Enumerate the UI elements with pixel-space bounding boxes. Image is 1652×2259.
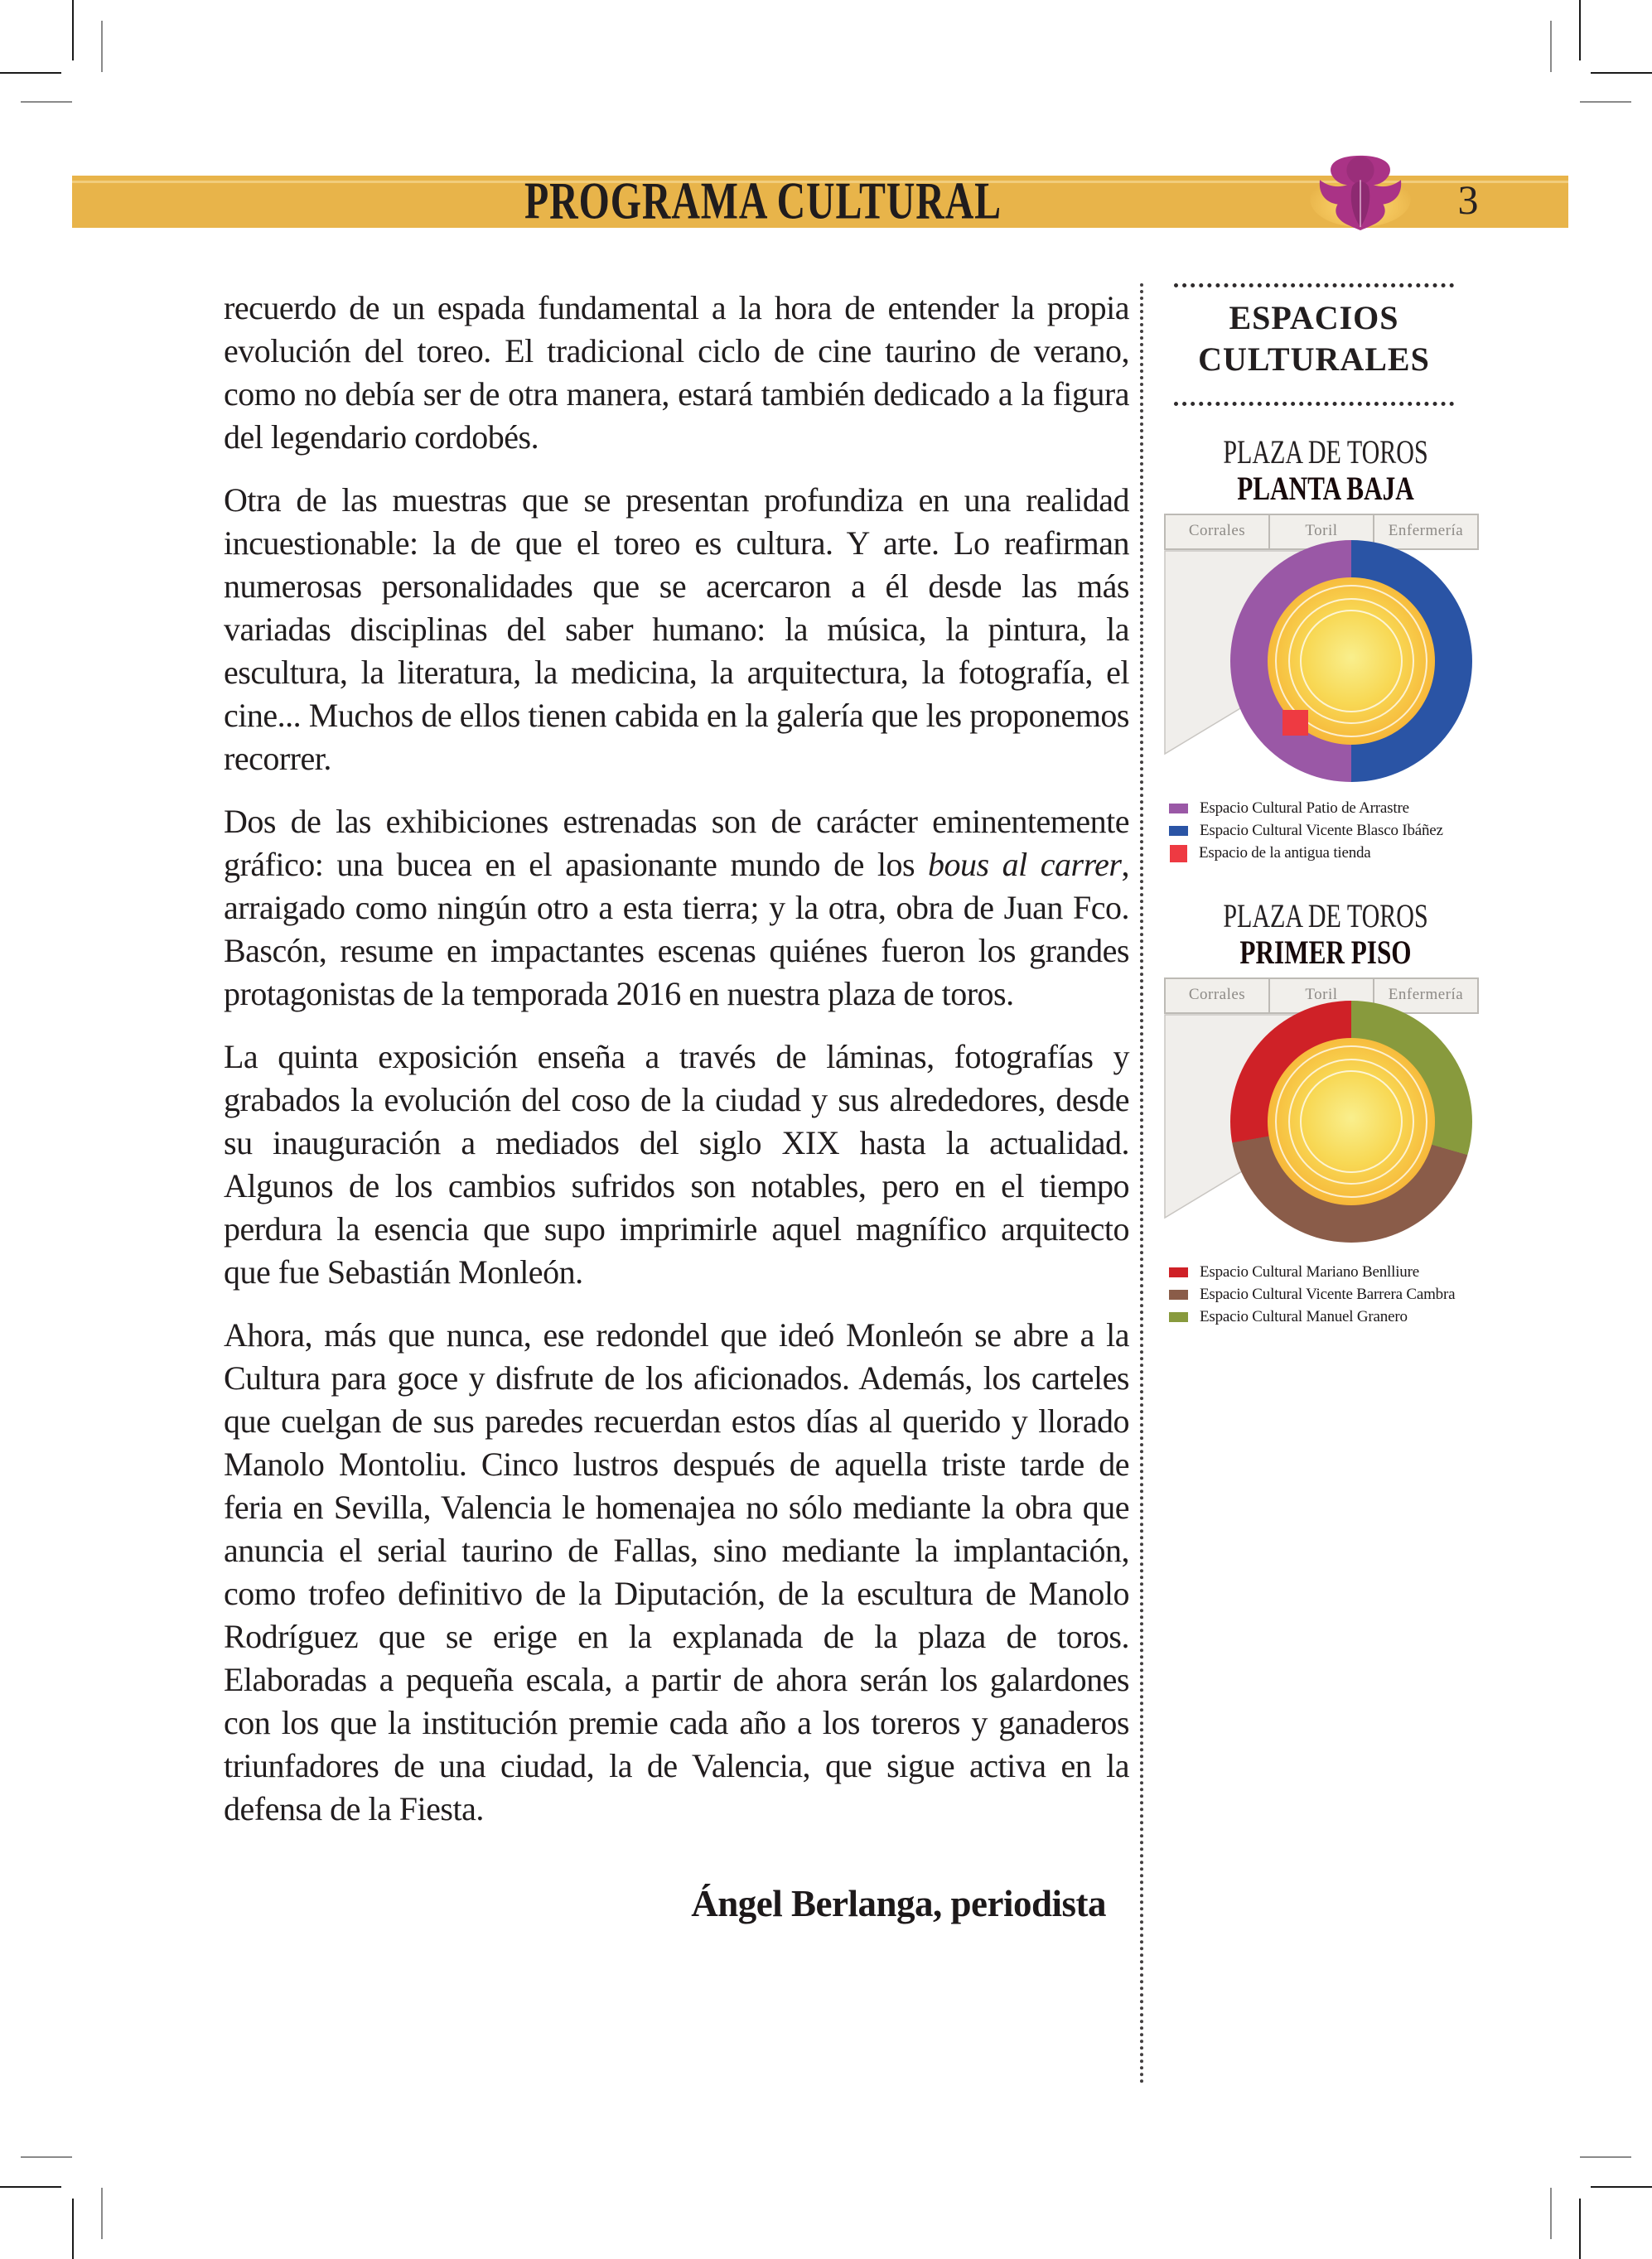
legend-label: Espacio Cultural Vicente Barrera Cambra	[1200, 1286, 1456, 1303]
legend	[1164, 1264, 1595, 1325]
legend-row	[1164, 800, 1595, 817]
legend-label: Espacio Cultural Patio de Arrastre	[1200, 799, 1409, 817]
paragraph: recuerdo de un espada fundamental a la hora de entender la propia evolución del toreo. El tradicional ciclo de cine taurino de verano, como no debía ser de otra manera, estará también dedicado a la figura del legendario cordobés.	[224, 289, 1129, 456]
sidebar	[1164, 283, 1595, 1325]
italic-phrase: bous al carrer	[928, 846, 1122, 883]
legend-label: Espacio Cultural Mariano Benlliure	[1200, 1263, 1419, 1281]
legend-swatch	[1169, 1267, 1188, 1277]
dotted-rule	[1174, 402, 1454, 406]
legend-row	[1164, 1286, 1595, 1303]
floorplan-primer-piso	[1164, 1014, 1529, 1251]
dotted-rule	[1174, 283, 1454, 287]
paragraph: Otra de las muestras que se presentan profundiza en una realidad incuestionable: la de que el toreo es cultura. Y arte. Lo reafirman numerosas personalidades que se acercaron a él desde las más variadas disciplinas del saber humano: la música, la pintura, la escultura, la literatura, la medicina, la arquitectura, la fotografía, el cine... Muchos de ellos tienen cabida en la galería que les proponemos recorrer.	[224, 481, 1129, 777]
legend	[1164, 800, 1595, 862]
floorplan-planta-baja	[1164, 550, 1529, 787]
column-divider	[1140, 283, 1143, 2085]
article-column	[224, 287, 1129, 1925]
page-number: 3	[1457, 176, 1479, 223]
legend-label: Espacio de la antigua tienda	[1199, 844, 1371, 862]
legend-label: Espacio Cultural Vicente Blasco Ibáñez	[1200, 822, 1443, 839]
zone-cell: Enfermería	[1388, 986, 1464, 1003]
legend-row	[1164, 1264, 1595, 1281]
section-primer-piso	[1164, 898, 1595, 1325]
zone-cell: Corrales	[1166, 979, 1270, 1012]
byline: Ángel Berlanga, periodista	[691, 1883, 1106, 1924]
section-planta-baja	[1164, 434, 1595, 862]
legend-row	[1164, 1309, 1595, 1325]
legend-swatch	[1170, 845, 1187, 862]
plaza-subtitle: PRIMER PISO	[1239, 934, 1412, 971]
zone-cell: Toril	[1270, 979, 1374, 1012]
legend-swatch	[1169, 804, 1188, 813]
page-title: PROGRAMA CULTURAL	[524, 172, 1002, 231]
zone-cell: Toril	[1270, 515, 1374, 548]
legend-swatch	[1169, 1290, 1188, 1300]
arena-ring-line	[1300, 1070, 1403, 1173]
zone-cell: Corrales	[1166, 515, 1270, 548]
paragraph: Dos de las exhibiciones estrenadas son de carácter eminentemente gráfico: una bucea en el apasionante mundo de los bous al carrer, arraigado como ningún otro a esta tierra; y la otra, obra de Juan Fco. Bascón, resume en impactantes escenas quiénes fueron los grandes protagonistas de la temporada 2016 en nuestra plaza de toros.	[224, 803, 1129, 1012]
legend-swatch	[1169, 1312, 1188, 1322]
flower-logo-icon	[1295, 152, 1426, 230]
sidebar-heading: ESPACIOS CULTURALES	[1198, 299, 1430, 378]
zone-cell: Enfermería	[1388, 522, 1464, 539]
legend-swatch	[1169, 826, 1188, 836]
arena-ring	[1230, 540, 1472, 782]
legend-label: Espacio Cultural Manuel Granero	[1200, 1308, 1408, 1325]
legend-row	[1164, 845, 1595, 862]
arena-ring	[1230, 1001, 1472, 1243]
paragraph: La quinta exposición enseña a través de láminas, fotografías y grabados la evolución del coso de la ciudad y sus alrededores, desde su inauguración a mediados del siglo XIX hasta la actualidad. Algunos de los cambios sufridos son notables, pero en el tiempo perdura la esencia que supo imprimirle aquel magnífico arquitecto que fue Sebastián Monleón.	[224, 1038, 1129, 1291]
plaza-title: PLAZA DE TOROS	[1223, 433, 1428, 471]
paragraph: Ahora, más que nunca, ese redondel que ideó Monleón se abre a la Cultura para goce y disfrute de los aficionados. Además, los carteles que cuelgan de sus paredes recuerdan estos días al querido y llorado Manolo Montoliu. Cinco lustros después de aquella triste tarde de feria en Sevilla, Valencia le homenajea no sólo mediante la obra que anuncia el serial taurino de Fallas, sino mediante la implantación, como trofeo definitivo de la Diputación, de la escultura de Manolo Rodríguez que se erige en la explanada de la plaza de toros. Elaboradas a pequeña escala, a partir de ahora serán los galardones con los que la institución premie cada año a los toreros y ganaderos triunfadores de una ciudad, la de Valencia, que sigue activa en la defensa de la Fiesta.	[224, 1316, 1129, 1827]
legend-row	[1164, 823, 1595, 839]
plaza-title: PLAZA DE TOROS	[1223, 897, 1428, 934]
old-shop-marker	[1282, 710, 1308, 736]
arena-field	[1268, 1038, 1435, 1205]
arena-ring-line	[1300, 610, 1403, 712]
plaza-subtitle: PLANTA BAJA	[1237, 470, 1414, 507]
